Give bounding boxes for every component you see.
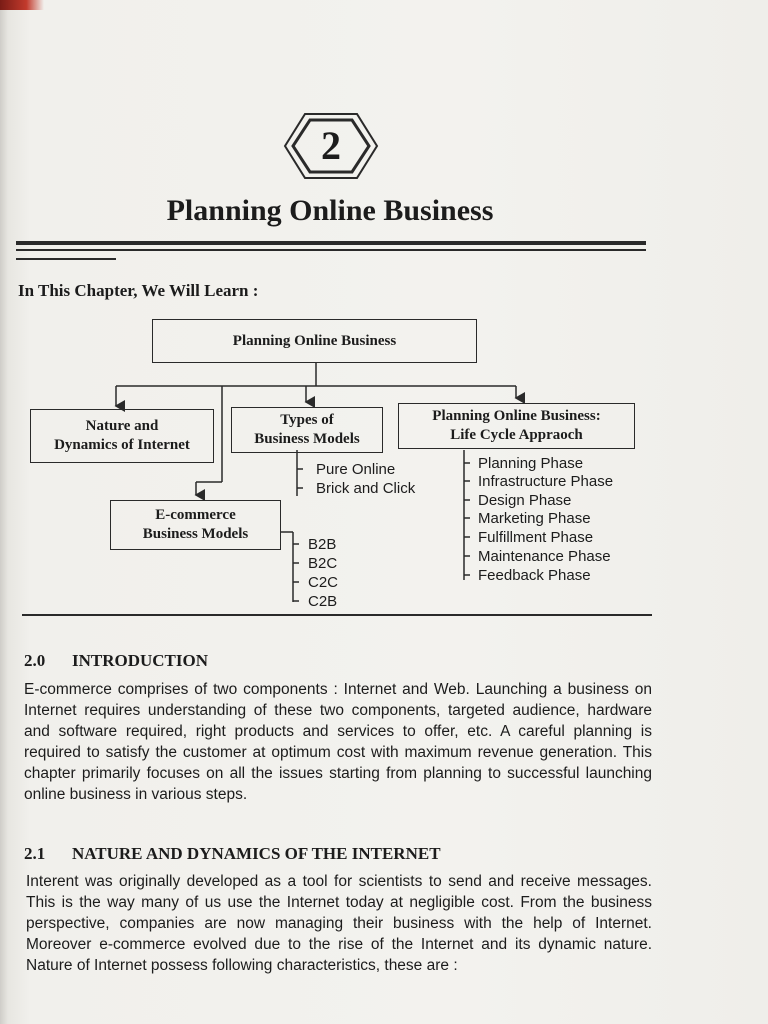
title-rule-short bbox=[16, 258, 116, 260]
lifecycle-node-line-2: Life Cycle Appraoch bbox=[450, 427, 583, 443]
ecommerce-item: B2B bbox=[308, 536, 337, 553]
types-node bbox=[231, 407, 383, 453]
nature-node-line-1: Nature and bbox=[85, 418, 159, 434]
types-item: Pure Online bbox=[316, 461, 396, 478]
lifecycle-item: Infrastructure Phase bbox=[478, 473, 614, 490]
lifecycle-node-line-1: Planning Online Business: bbox=[432, 408, 601, 424]
nature-paragraph: Interent was originally developed as a tool for scientists to send and receive messages. This is the way many of us use the Internet today at negligible cost. From the business perspective, companies are now managing their business with the help of Internet. Moreover e-commerce evolved due to the rise of the Internet and its dynamic nature. Nature of Internet possess following characteristics, these are : bbox=[26, 873, 652, 974]
ecommerce-node bbox=[110, 500, 281, 550]
lifecycle-item: Fulfillment Phase bbox=[478, 529, 594, 546]
root-node bbox=[152, 319, 477, 363]
lifecycle-node bbox=[398, 403, 635, 449]
nature-node bbox=[30, 409, 214, 463]
section-rule bbox=[22, 614, 652, 616]
types-node-line-1: Types of bbox=[280, 412, 334, 428]
lifecycle-item: Feedback Phase bbox=[478, 567, 591, 584]
chapter-number: 2 bbox=[321, 123, 341, 168]
lifecycle-item: Planning Phase bbox=[478, 455, 584, 472]
root-node-label: Planning Online Business bbox=[232, 332, 397, 349]
section-title: INTRODUCTION bbox=[72, 651, 209, 670]
ecommerce-node-line-1: E-commerce bbox=[155, 507, 236, 523]
types-item: Brick and Click bbox=[316, 480, 416, 497]
section-heading-nature bbox=[24, 844, 441, 864]
ecommerce-item: B2C bbox=[308, 555, 338, 572]
types-node-line-2: Business Models bbox=[254, 431, 360, 447]
ecommerce-item: C2C bbox=[308, 574, 339, 591]
chapter-title: Planning Online Business bbox=[166, 194, 494, 227]
learn-heading: In This Chapter, We Will Learn : bbox=[18, 281, 259, 300]
ecommerce-node-line-2: Business Models bbox=[142, 526, 249, 542]
nature-node-line-2: Dynamics of Internet bbox=[54, 437, 190, 453]
ecommerce-item: C2B bbox=[308, 593, 338, 610]
section-number: 2.0 bbox=[24, 651, 46, 670]
lifecycle-item: Design Phase bbox=[478, 492, 572, 509]
lifecycle-item: Maintenance Phase bbox=[478, 548, 611, 565]
title-rule-thin bbox=[16, 249, 646, 251]
lifecycle-item: Marketing Phase bbox=[478, 510, 591, 527]
section-heading-introduction bbox=[24, 651, 208, 671]
introduction-paragraph: E-commerce comprises of two components : Internet and Web. Launching a business on Internet requires understanding of these two components, targeted audience, hardware and software required, right products and services to offer, etc. A careful planning is required to satisfy the customer at optimum cost with maximum revenue generation. This chapter primarily focuses on all the issues starting from planning to successful launching online business in various steps. bbox=[24, 681, 652, 803]
title-rule-thick bbox=[16, 241, 646, 245]
section-title: NATURE AND DYNAMICS OF THE INTERNET bbox=[72, 844, 441, 863]
chapter-overview-diagram bbox=[0, 310, 768, 610]
section-number: 2.1 bbox=[24, 844, 46, 863]
chapter-number-badge bbox=[283, 112, 379, 180]
page-corner-mark bbox=[0, 0, 44, 10]
